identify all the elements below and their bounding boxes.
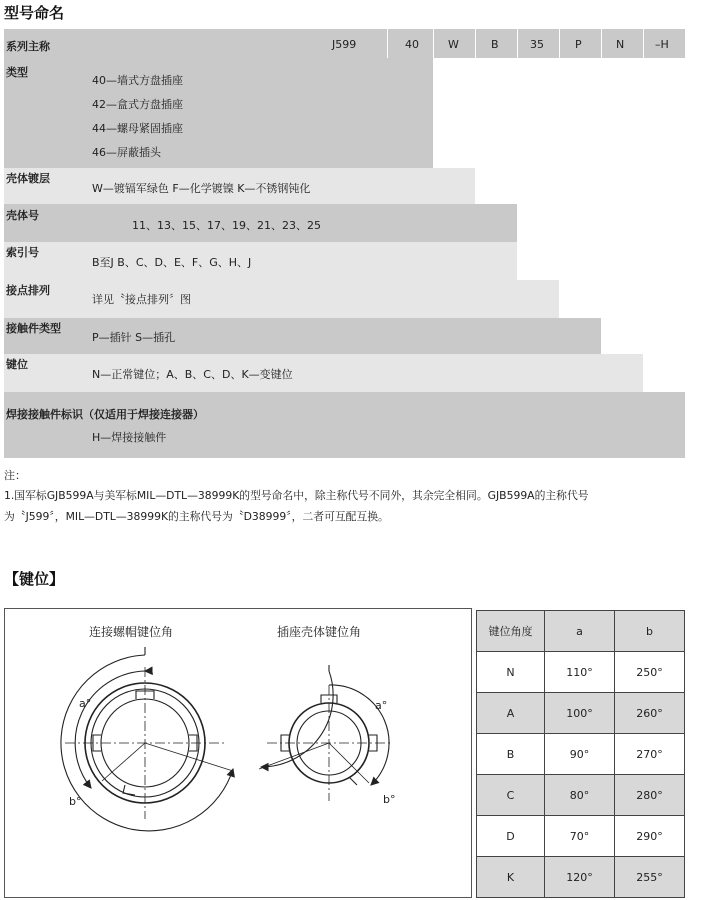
keying-title: 【键位】 (4, 570, 65, 588)
table-cell: D (477, 816, 545, 857)
type-item: 42—盒式方盘插座 (92, 98, 183, 111)
band-arrangement (4, 280, 559, 318)
table-row (477, 734, 685, 775)
table-cell: 120° (545, 857, 615, 898)
code-plating: W (448, 38, 459, 51)
table-row (477, 775, 685, 816)
table-cell: 270° (615, 734, 685, 775)
table-row (477, 857, 685, 898)
arrangement-desc: 详见〝接点排列〞图 (92, 293, 191, 306)
right-connector-drawing (259, 665, 391, 801)
table-cell: 260° (615, 693, 685, 734)
table-header: 键位角度 (477, 611, 545, 652)
note-head: 注： (4, 469, 26, 482)
label-key: 键位 (6, 358, 28, 371)
left-connector-drawing (61, 647, 233, 831)
keying-diagram-panel (4, 608, 472, 898)
right-diagram-title: 插座壳体键位角 (277, 625, 362, 639)
table-row (477, 816, 685, 857)
label-arrangement: 接点排列 (6, 284, 50, 297)
label-plating: 壳体镀层 (6, 172, 50, 185)
table-cell: N (477, 652, 545, 693)
separator (517, 29, 518, 280)
table-header: a (545, 611, 615, 652)
table-cell: A (477, 693, 545, 734)
separator (387, 29, 388, 58)
table-cell: 90° (545, 734, 615, 775)
naming-title: 型号命名 (4, 4, 65, 22)
code-insert: 35 (530, 38, 544, 51)
left-diagram-title: 连接螺帽键位角 (89, 625, 174, 639)
key-desc: N—正常键位；A、B、C、D、K—变键位 (92, 368, 293, 381)
note-line: 1.国军标GJB599A与美军标MIL—DTL—38999K的型号命名中，除主称代号不同外，其余完全相同。GJB599A的主称代号 (4, 489, 589, 502)
code-weld: –H (655, 38, 669, 51)
label-type: 类型 (6, 66, 28, 79)
label-series: 系列主称 (6, 40, 50, 53)
separator (559, 29, 560, 318)
code-type: 40 (405, 38, 419, 51)
left-angle-a-label: a° (79, 697, 92, 710)
table-cell: 100° (545, 693, 615, 734)
table-cell: 280° (615, 775, 685, 816)
table-cell: C (477, 775, 545, 816)
code-shell: B (491, 38, 499, 51)
keying-diagram (5, 609, 471, 897)
label-shell: 壳体号 (6, 209, 39, 222)
band-weld (4, 392, 685, 458)
code-contact: P (575, 38, 582, 51)
table-header-row (477, 611, 685, 652)
type-item: 44—螺母紧固插座 (92, 122, 183, 135)
plating-desc: W—镀镉军绿色 F—化学镀镍 K—不锈钢钝化 (92, 182, 311, 195)
left-angle-b-label: b° (69, 795, 82, 808)
shell-desc: 11、13、15、17、19、21、23、25 (132, 219, 321, 232)
label-index: 索引号 (6, 246, 39, 259)
table-cell: 80° (545, 775, 615, 816)
contact-desc: P—插针 S—插孔 (92, 331, 176, 344)
separator (433, 29, 434, 168)
note-line: 为〝J599〞，MIL—DTL—38999K的主称代号为〝D38999〞，二者可互配互换。 (4, 510, 389, 523)
label-contact: 接触件类型 (6, 322, 61, 335)
table-cell: B (477, 734, 545, 775)
table-row (477, 693, 685, 734)
table-header: b (615, 611, 685, 652)
band-index (4, 242, 517, 280)
label-weld: 焊接接触件标识（仅适用于焊接连接器） (6, 408, 204, 421)
table-cell: 110° (545, 652, 615, 693)
table-cell: 250° (615, 652, 685, 693)
table-cell: 70° (545, 816, 615, 857)
type-item: 46—屏蔽插头 (92, 146, 161, 159)
weld-desc: H—焊接接触件 (92, 431, 167, 444)
separator (475, 29, 476, 204)
table-cell: 255° (615, 857, 685, 898)
index-desc: B至J B、C、D、E、F、G、H、J (92, 256, 252, 269)
separator (643, 29, 644, 392)
table-cell: K (477, 857, 545, 898)
table-row (477, 652, 685, 693)
type-item: 40—墙式方盘插座 (92, 74, 183, 87)
band-type (4, 58, 433, 168)
table-cell: 290° (615, 816, 685, 857)
key-angle-table (476, 610, 685, 898)
separator (601, 29, 602, 354)
code-key: N (616, 38, 625, 51)
code-series: J599 (332, 38, 357, 51)
right-angle-b-label: b° (383, 793, 396, 806)
right-angle-a-label: a° (375, 699, 388, 712)
